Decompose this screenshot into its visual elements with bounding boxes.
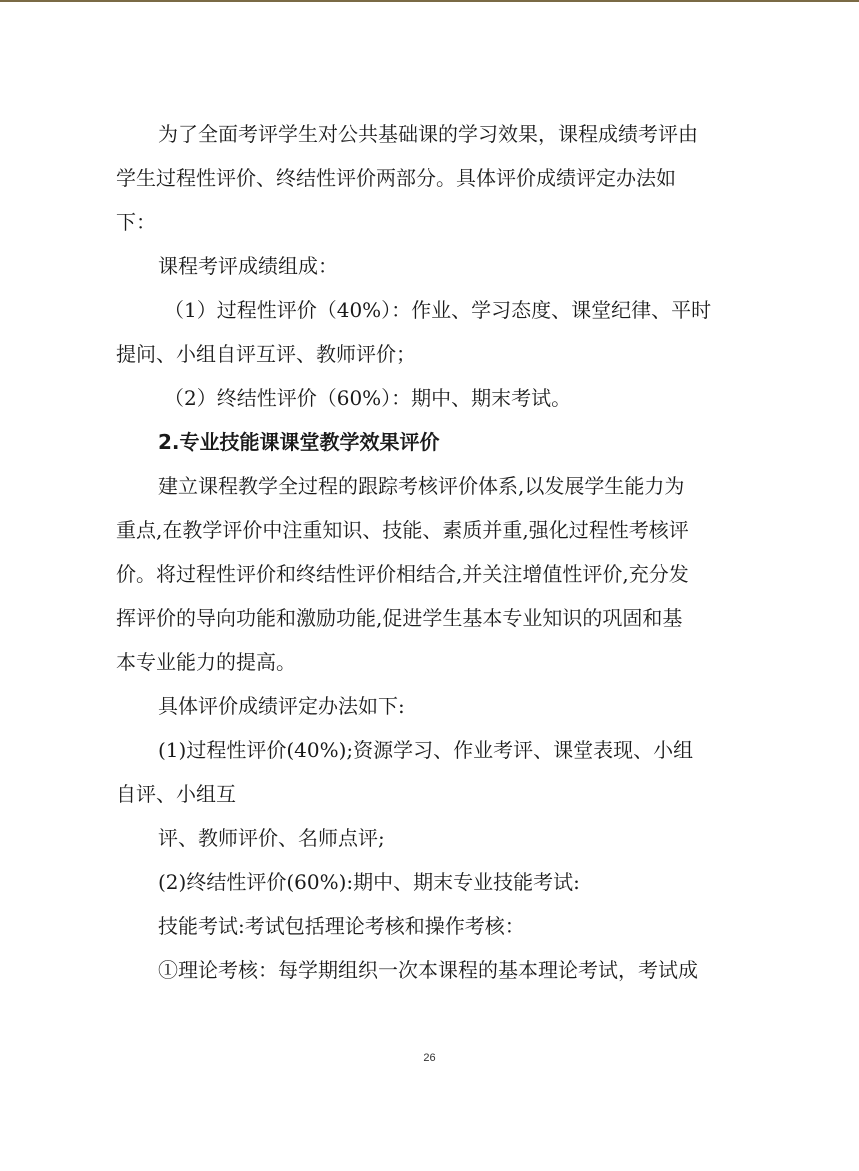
document-body — [116, 112, 756, 992]
list-item-line: (2)终结性评价(60%):期中、期末专业技能考试: — [158, 870, 580, 894]
paragraph-line: ①理论考核：每学期组织一次本课程的基本理论考试，考试成 — [158, 958, 698, 982]
paragraph-line: 技能考试:考试包括理论考核和操作考核： — [158, 914, 525, 938]
list-item-line: （1）过程性评价（40%）：作业、学习态度、课堂纪律、平时 — [164, 298, 712, 322]
page-number: 26 — [423, 1052, 436, 1064]
list-item-line: (1)过程性评价(40%);资源学习、作业考评、课堂表现、小组 — [158, 738, 694, 762]
paragraph-line: 重点,在教学评价中注重知识、技能、素质并重,强化过程性考核评 — [116, 518, 689, 542]
paragraph-line: 具体评价成绩评定办法如下: — [158, 694, 405, 718]
list-item-line: 提问、小组自评互评、教师评价； — [116, 342, 416, 366]
paragraph-line: 本专业能力的提高。 — [116, 650, 296, 674]
list-item-line: （2）终结性评价（60%）：期中、期末考试。 — [164, 386, 572, 410]
paragraph-line: 价。将过程性评价和终结性评价相结合,并关注增值性评价,充分发 — [116, 562, 689, 586]
paragraph-line: 学生过程性评价、终结性评价两部分。具体评价成绩评定办法如 — [116, 166, 676, 190]
paragraph-line: 挥评价的导向功能和激励功能,促进学生基本专业知识的巩固和基 — [116, 606, 683, 630]
paragraph-line: 为了全面考评学生对公共基础课的学习效果，课程成绩考评由 — [158, 122, 698, 146]
paragraph-line: 建立课程教学全过程的跟踪考核评价体系,以发展学生能力为 — [158, 474, 685, 498]
paragraph-line: 下： — [116, 210, 156, 234]
header-rule — [0, 0, 859, 2]
list-item-line: 自评、小组互 — [116, 782, 236, 806]
list-item-line: 评、教师评价、名师点评; — [158, 826, 385, 850]
section-heading: 2.专业技能课课堂教学效果评价 — [158, 430, 440, 454]
paragraph-line: 课程考评成绩组成： — [158, 254, 338, 278]
